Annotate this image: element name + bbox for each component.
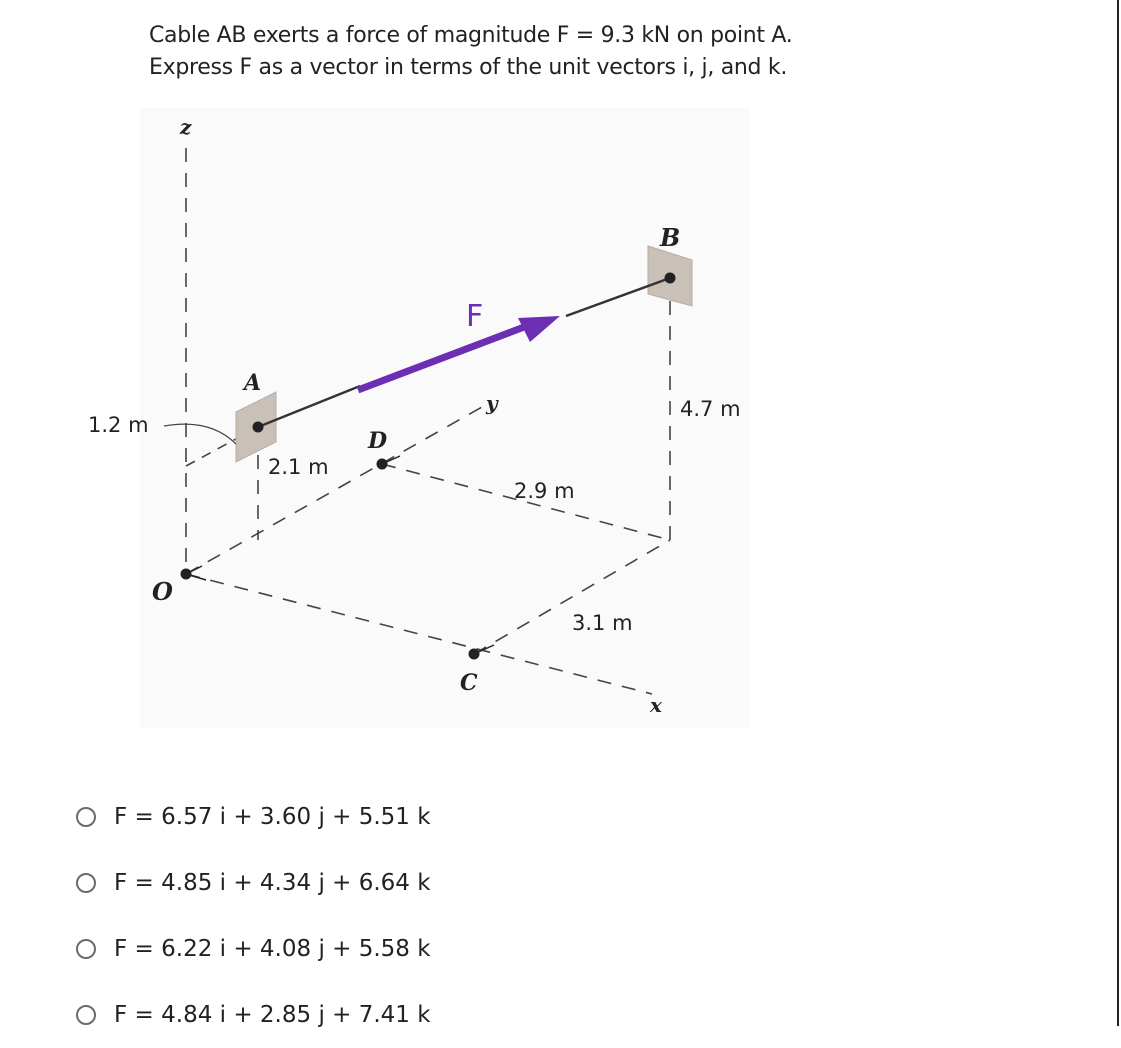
question-text [149,20,1049,84]
z-axis-label: z [180,115,192,139]
point-c-label: C [460,670,478,696]
answer-option-3[interactable] [76,916,776,982]
answer-option-1[interactable] [76,784,776,850]
answer-options [76,784,776,1048]
dimension-3-1m: 3.1 m [572,611,633,635]
y-axis-label: y [486,391,498,415]
x-axis-label: x [650,693,662,717]
dimension-1-2m: 1.2 m [88,413,149,437]
point-b [665,273,676,284]
dimension-4-7m: 4.7 m [680,397,741,421]
answer-option-4[interactable] [76,982,776,1048]
point-d-label: D [368,428,388,454]
radio-button[interactable] [76,807,96,827]
point-b-label: B [660,223,681,252]
answer-option-label: F = 4.84 i + 2.85 j + 7.41 k [114,1002,431,1028]
force-label: F [466,299,484,334]
answer-option-label: F = 6.57 i + 3.60 j + 5.51 k [114,804,431,830]
radio-button[interactable] [76,939,96,959]
cable-diagram [70,100,770,740]
point-a [253,422,264,433]
question-line-1: Cable AB exerts a force of magnitude F = 9.3 kN on point A. [149,23,793,48]
right-border [1117,0,1119,1026]
radio-button[interactable] [76,873,96,893]
answer-option-label: F = 4.85 i + 4.34 j + 6.64 k [114,870,431,896]
figure-background [140,108,750,728]
answer-option-2[interactable] [76,850,776,916]
radio-button[interactable] [76,1005,96,1025]
dimension-2-9m: 2.9 m [514,479,575,503]
point-a-label: A [244,370,262,396]
dimension-2-1m: 2.1 m [268,455,329,479]
answer-option-label: F = 6.22 i + 4.08 j + 5.58 k [114,936,431,962]
question-line-2: Express F as a vector in terms of the unit vectors i, j, and k. [149,55,788,80]
origin-label: O [152,577,173,606]
